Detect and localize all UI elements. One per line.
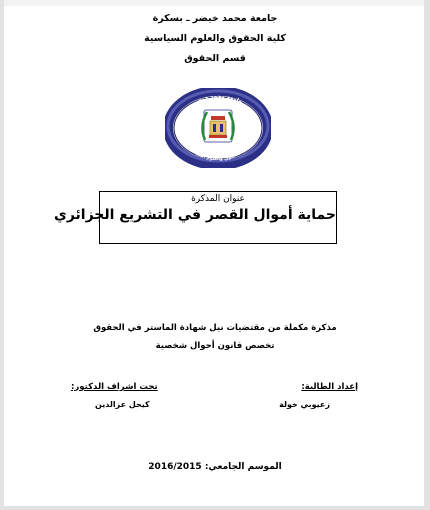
student-name: زعيوبي خولة <box>279 400 330 409</box>
academic-season-value: 2016/2015 <box>148 462 202 472</box>
university-logo-emblem-icon <box>165 88 271 168</box>
page-edge-top <box>0 0 430 6</box>
supervisor-block <box>71 382 158 409</box>
university-name: جامعة محمد خيضر ـ بسكرة <box>152 13 278 24</box>
faculty-name: كلية الحقوق والعلوم السياسية <box>144 33 286 44</box>
thesis-title: حماية أموال القصر في التشريع الجزائري <box>53 207 336 223</box>
prepared-by-label: إعداد الطالبة: <box>301 382 358 392</box>
page-edge-left <box>0 0 4 510</box>
thesis-title-box <box>53 191 337 244</box>
logo-ring-text-top: جامعة محمد خيضر <box>192 93 244 106</box>
page-edge-right <box>424 0 430 510</box>
academic-season-label: الموسم الجامعي: <box>204 462 282 472</box>
prepared-by-block <box>279 382 358 409</box>
logo-ring-text-bottom: كلية الحقوق والعلوم السياسية <box>186 145 250 163</box>
academic-season <box>0 462 430 472</box>
thesis-purpose: مذكرة مكملة من مقتضيات نيل شهادة الماستر في الحقوق <box>93 323 337 333</box>
supervisor-name: كيحل عزالدين <box>95 400 150 409</box>
department-name: قسم الحقوق <box>184 53 246 64</box>
page-edge-bottom <box>0 506 430 510</box>
thesis-title-label: عنوان المذكرة <box>191 194 245 204</box>
thesis-specialization: تخصص قانون أحوال شخصية <box>155 341 275 351</box>
supervisor-label: تحت اشراف الدكتور: <box>71 382 158 392</box>
